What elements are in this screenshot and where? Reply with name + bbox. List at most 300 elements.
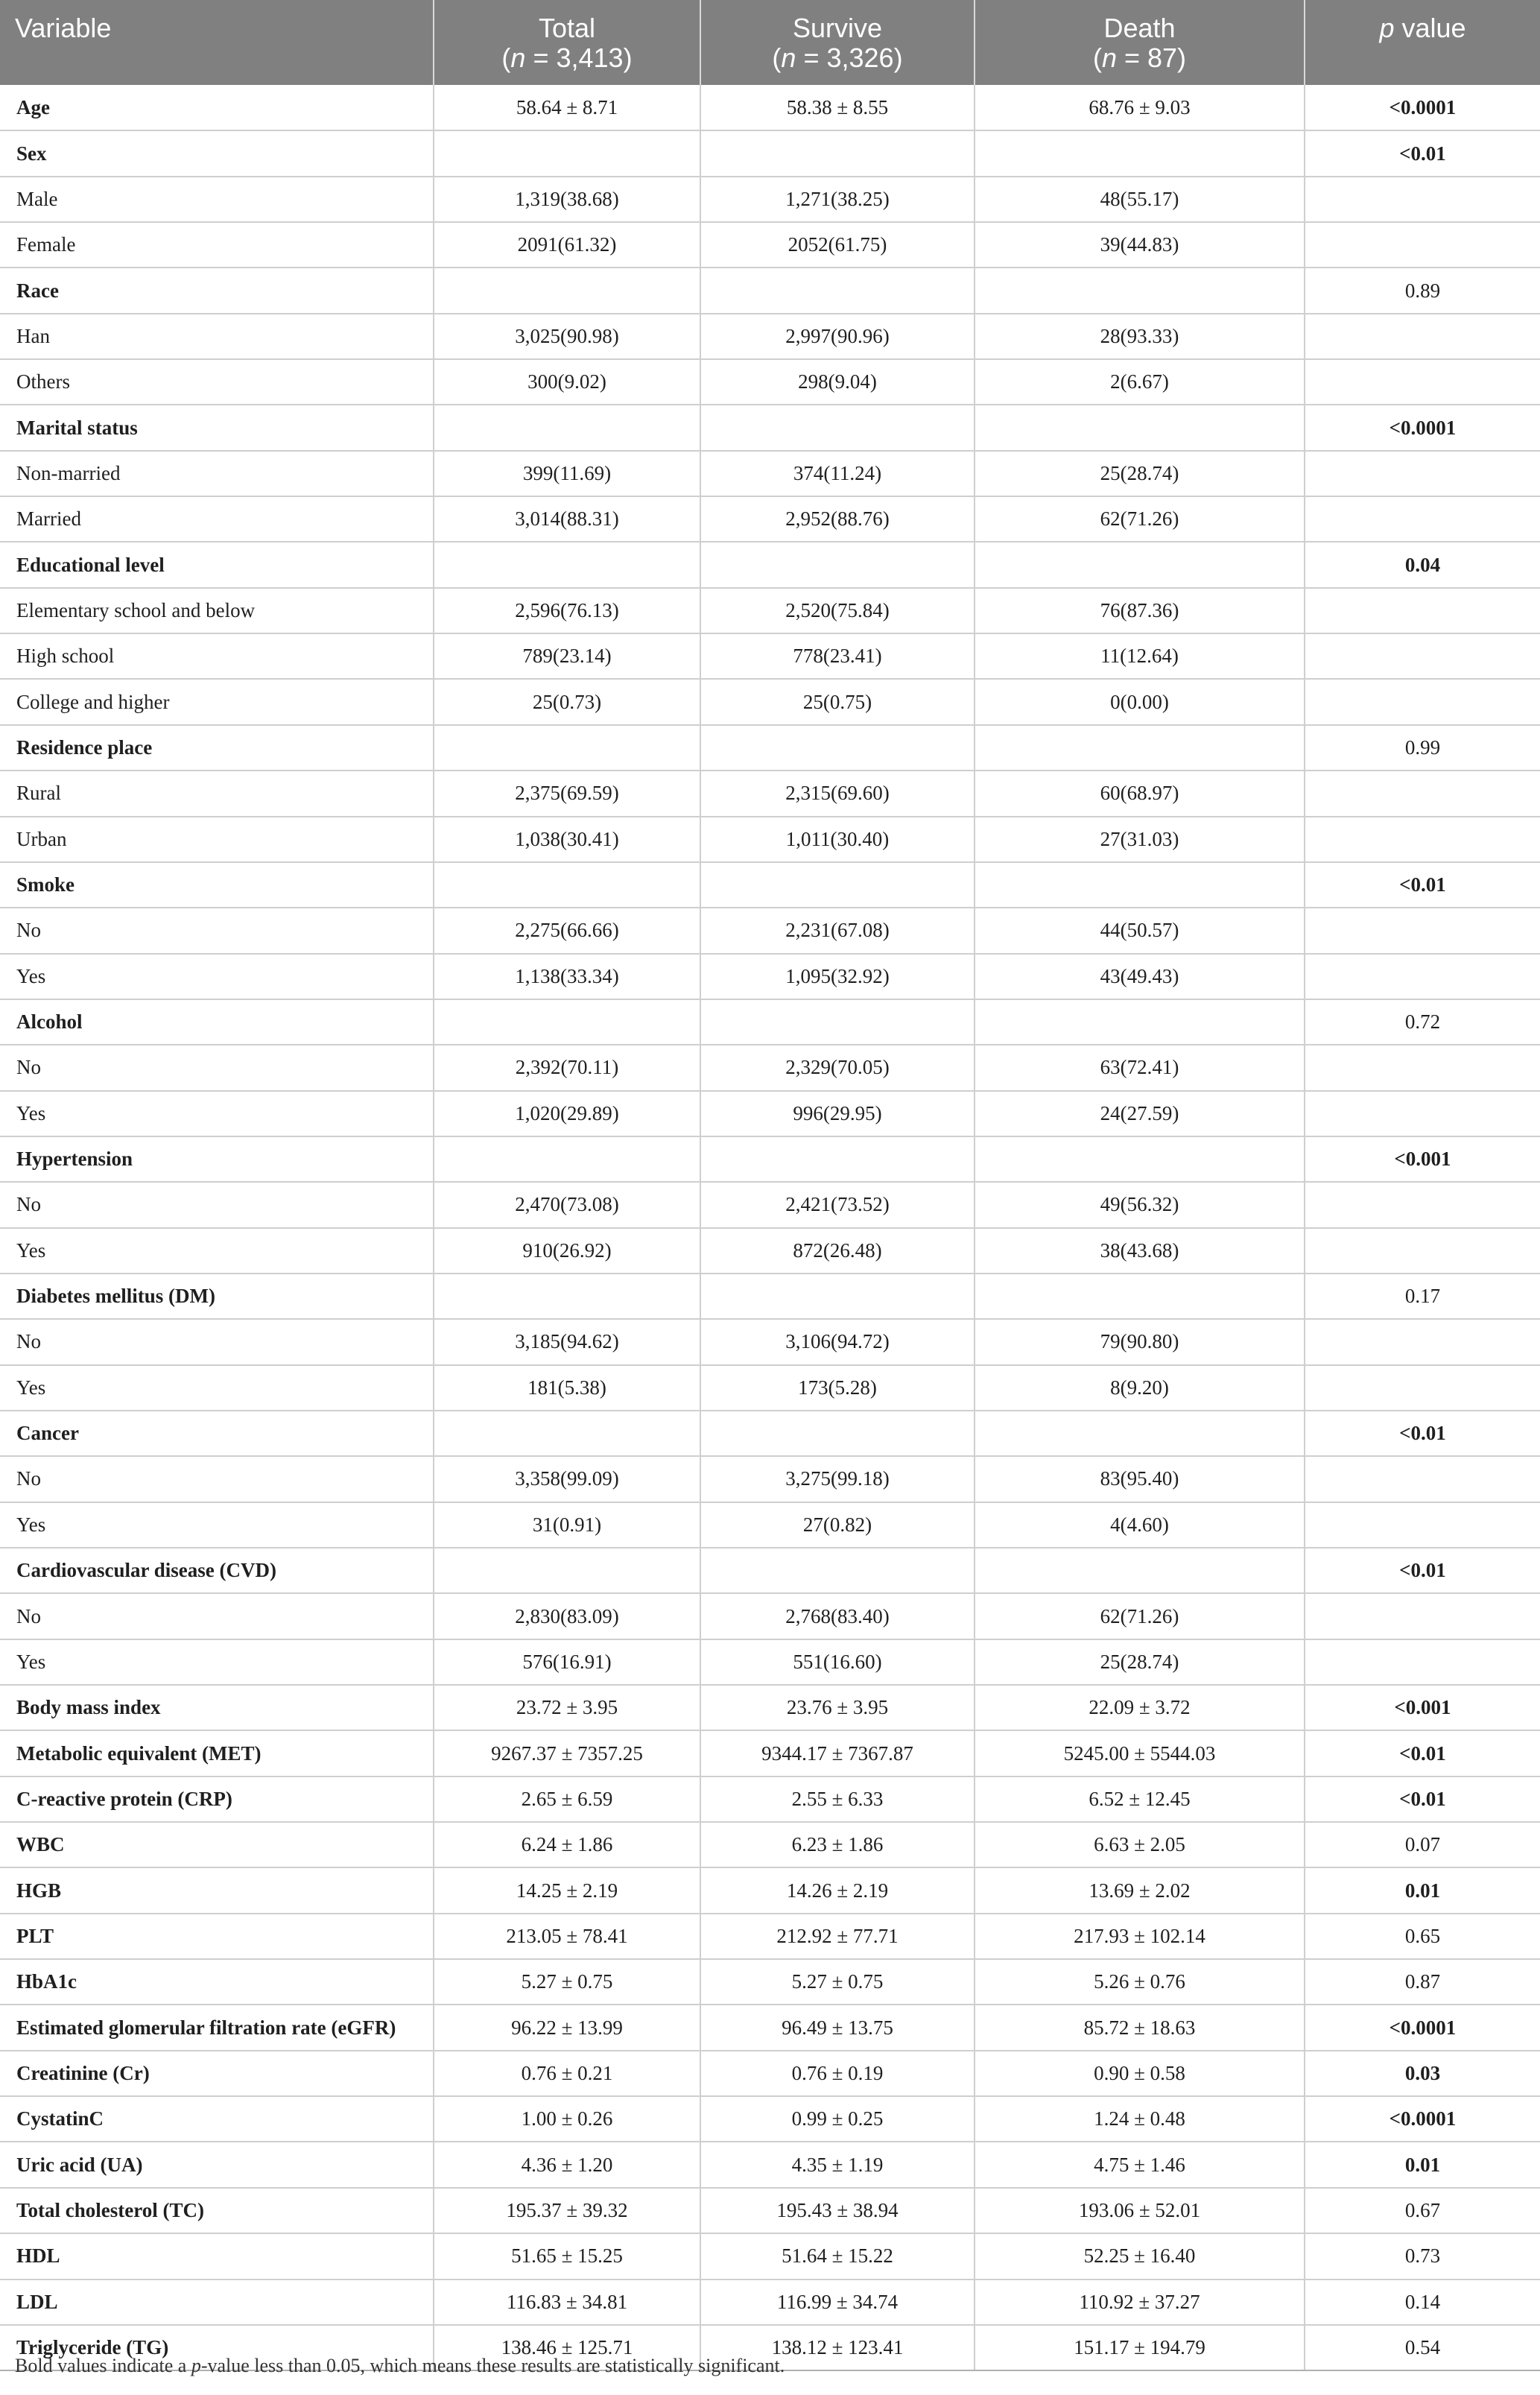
table-row <box>0 725 1540 771</box>
cell-survive <box>700 130 975 176</box>
cell-death: 4(4.60) <box>975 1502 1305 1548</box>
cell-death: 2(6.67) <box>975 359 1305 405</box>
cell-death: 49(56.32) <box>975 1182 1305 1227</box>
table-row <box>0 2142 1540 2187</box>
cell-death: 43(49.43) <box>975 954 1305 999</box>
cell-total <box>434 1548 700 1593</box>
cell-p-value: 0.99 <box>1305 725 1540 771</box>
table-row <box>0 588 1540 633</box>
cell-death: 22.09 ± 3.72 <box>975 1685 1305 1730</box>
cell-variable: Female <box>0 222 434 268</box>
header-survive-n-prefix: n <box>781 42 796 73</box>
table-row <box>0 496 1540 542</box>
header-death-n-prefix: n <box>1101 42 1117 73</box>
cell-variable: No <box>0 1456 434 1502</box>
cell-survive: 2,952(88.76) <box>700 496 975 542</box>
footnote-before: Bold values indicate a <box>15 2355 191 2376</box>
cell-death: 8(9.20) <box>975 1365 1305 1411</box>
cell-death: 193.06 ± 52.01 <box>975 2188 1305 2233</box>
cell-p-value: 0.14 <box>1305 2279 1540 2325</box>
table-row <box>0 1730 1540 1776</box>
cell-variable: HGB <box>0 1867 434 1913</box>
footnote-p: p <box>191 2355 201 2376</box>
cell-variable: Body mass index <box>0 1685 434 1730</box>
cell-variable: Married <box>0 496 434 542</box>
header-row <box>0 0 1540 85</box>
cell-p-value: <0.01 <box>1305 1548 1540 1593</box>
cell-p-value <box>1305 954 1540 999</box>
cell-total: 1,138(33.34) <box>434 954 700 999</box>
cell-variable: Rural <box>0 771 434 816</box>
header-survive-n: (n = 3,326) <box>772 42 903 73</box>
cell-survive: 212.92 ± 77.71 <box>700 1914 975 1959</box>
header-variable <box>0 0 434 85</box>
cell-p-value <box>1305 1045 1540 1090</box>
cell-death: 217.93 ± 102.14 <box>975 1914 1305 1959</box>
table-row <box>0 1822 1540 1867</box>
cell-total: 1,319(38.68) <box>434 177 700 222</box>
header-death <box>975 0 1305 85</box>
cell-variable: C-reactive protein (CRP) <box>0 1777 434 1822</box>
cell-variable: High school <box>0 633 434 679</box>
cell-survive: 51.64 ± 15.22 <box>700 2233 975 2279</box>
cell-p-value <box>1305 679 1540 724</box>
cell-total: 576(16.91) <box>434 1639 700 1685</box>
cell-survive: 2,329(70.05) <box>700 1045 975 1090</box>
cell-p-value <box>1305 1319 1540 1364</box>
cell-death <box>975 542 1305 587</box>
cell-death: 1.24 ± 0.48 <box>975 2096 1305 2142</box>
cell-survive: 27(0.82) <box>700 1502 975 1548</box>
cell-variable: Others <box>0 359 434 405</box>
cell-p-value <box>1305 451 1540 496</box>
cell-total <box>434 542 700 587</box>
cell-total: 789(23.14) <box>434 633 700 679</box>
cell-total: 195.37 ± 39.32 <box>434 2188 700 2233</box>
cell-p-value: <0.01 <box>1305 1411 1540 1456</box>
cell-total: 3,014(88.31) <box>434 496 700 542</box>
cell-p-value: <0.0001 <box>1305 2005 1540 2050</box>
cell-variable: WBC <box>0 1822 434 1867</box>
cell-p-value: <0.01 <box>1305 862 1540 908</box>
table-row <box>0 85 1540 130</box>
header-pvalue-p: p <box>1379 13 1395 43</box>
cell-total: 138.46 ± 125.71 <box>434 2325 700 2370</box>
cell-variable: Educational level <box>0 542 434 587</box>
cell-survive: 374(11.24) <box>700 451 975 496</box>
cell-survive: 2,520(75.84) <box>700 588 975 633</box>
cell-total: 2.65 ± 6.59 <box>434 1777 700 1822</box>
table-row <box>0 679 1540 724</box>
table-row <box>0 1502 1540 1548</box>
cell-p-value: 0.04 <box>1305 542 1540 587</box>
cell-survive: 6.23 ± 1.86 <box>700 1822 975 1867</box>
table-row <box>0 2005 1540 2050</box>
cell-p-value <box>1305 1639 1540 1685</box>
header-variable-label: Variable <box>15 13 112 43</box>
cell-death: 25(28.74) <box>975 451 1305 496</box>
cell-death: 79(90.80) <box>975 1319 1305 1364</box>
cell-survive: 298(9.04) <box>700 359 975 405</box>
cell-survive: 778(23.41) <box>700 633 975 679</box>
header-pvalue-rest: value <box>1394 13 1466 43</box>
cell-death: 83(95.40) <box>975 1456 1305 1502</box>
table-row <box>0 771 1540 816</box>
cell-survive: 1,011(30.40) <box>700 817 975 862</box>
cell-variable: Marital status <box>0 405 434 450</box>
table-row <box>0 1319 1540 1364</box>
cell-survive <box>700 1548 975 1593</box>
cell-death: 48(55.17) <box>975 177 1305 222</box>
table-row <box>0 954 1540 999</box>
cell-total: 116.83 ± 34.81 <box>434 2279 700 2325</box>
cell-p-value <box>1305 1091 1540 1136</box>
cell-total <box>434 999 700 1045</box>
header-survive-n-text: = 3,326 <box>796 42 894 73</box>
cell-p-value <box>1305 817 1540 862</box>
cell-survive: 9344.17 ± 7367.87 <box>700 1730 975 1776</box>
cell-death <box>975 130 1305 176</box>
table-row <box>0 1182 1540 1227</box>
table-row <box>0 908 1540 953</box>
cell-death <box>975 405 1305 450</box>
cell-total <box>434 1411 700 1456</box>
cell-survive: 872(26.48) <box>700 1228 975 1274</box>
table-row <box>0 1959 1540 2005</box>
header-total-n-prefix: n <box>510 42 526 73</box>
cell-variable: PLT <box>0 1914 434 1959</box>
cell-total: 4.36 ± 1.20 <box>434 2142 700 2187</box>
cell-p-value: 0.07 <box>1305 1822 1540 1867</box>
cell-death: 25(28.74) <box>975 1639 1305 1685</box>
table-footnote <box>15 2355 785 2377</box>
cell-death: 6.63 ± 2.05 <box>975 1822 1305 1867</box>
cell-total: 910(26.92) <box>434 1228 700 1274</box>
cell-variable: Total cholesterol (TC) <box>0 2188 434 2233</box>
cell-total <box>434 1136 700 1182</box>
cell-death: 110.92 ± 37.27 <box>975 2279 1305 2325</box>
cell-survive: 1,271(38.25) <box>700 177 975 222</box>
cell-variable: Male <box>0 177 434 222</box>
cell-variable: Triglyceride (TG) <box>0 2325 434 2370</box>
cell-total: 58.64 ± 8.71 <box>434 85 700 130</box>
cell-death: 5.26 ± 0.76 <box>975 1959 1305 2005</box>
cell-death: 27(31.03) <box>975 817 1305 862</box>
cell-total <box>434 405 700 450</box>
cell-survive <box>700 862 975 908</box>
cell-variable: No <box>0 1045 434 1090</box>
cell-p-value: <0.01 <box>1305 1777 1540 1822</box>
table-row <box>0 2188 1540 2233</box>
table-body <box>0 85 1540 2370</box>
table-row <box>0 1548 1540 1593</box>
cell-total: 6.24 ± 1.86 <box>434 1822 700 1867</box>
cell-p-value: <0.0001 <box>1305 2096 1540 2142</box>
cell-survive: 116.99 ± 34.74 <box>700 2279 975 2325</box>
cell-survive: 0.99 ± 0.25 <box>700 2096 975 2142</box>
cell-variable: College and higher <box>0 679 434 724</box>
table-row <box>0 1365 1540 1411</box>
cell-death: 63(72.41) <box>975 1045 1305 1090</box>
table-row <box>0 130 1540 176</box>
table-row <box>0 1228 1540 1274</box>
cell-total: 2,830(83.09) <box>434 1593 700 1639</box>
cell-death: 39(44.83) <box>975 222 1305 268</box>
table-row <box>0 177 1540 222</box>
cell-total: 1,038(30.41) <box>434 817 700 862</box>
cell-variable: Smoke <box>0 862 434 908</box>
cell-survive: 2052(61.75) <box>700 222 975 268</box>
cell-total: 2,375(69.59) <box>434 771 700 816</box>
cell-total: 2,275(66.66) <box>434 908 700 953</box>
cell-variable: Cancer <box>0 1411 434 1456</box>
cell-death: 0(0.00) <box>975 679 1305 724</box>
cell-p-value: <0.001 <box>1305 1136 1540 1182</box>
cell-survive <box>700 405 975 450</box>
cell-variable: Race <box>0 268 434 313</box>
cell-death: 44(50.57) <box>975 908 1305 953</box>
cell-p-value: 0.89 <box>1305 268 1540 313</box>
cell-death: 6.52 ± 12.45 <box>975 1777 1305 1822</box>
cell-survive <box>700 542 975 587</box>
cell-total: 2,596(76.13) <box>434 588 700 633</box>
cell-total: 5.27 ± 0.75 <box>434 1959 700 2005</box>
table-row <box>0 2051 1540 2096</box>
cell-total: 1.00 ± 0.26 <box>434 2096 700 2142</box>
cell-variable: Diabetes mellitus (DM) <box>0 1274 434 1319</box>
cell-death: 76(87.36) <box>975 588 1305 633</box>
cell-p-value: 0.73 <box>1305 2233 1540 2279</box>
cell-total: 2091(61.32) <box>434 222 700 268</box>
cell-variable: CystatinC <box>0 2096 434 2142</box>
cell-death: 38(43.68) <box>975 1228 1305 1274</box>
cell-p-value <box>1305 177 1540 222</box>
cell-death: 13.69 ± 2.02 <box>975 1867 1305 1913</box>
table-row <box>0 542 1540 587</box>
cell-total: 3,185(94.62) <box>434 1319 700 1364</box>
cell-variable: Creatinine (Cr) <box>0 2051 434 2096</box>
table-row <box>0 1914 1540 1959</box>
cell-variable: Urban <box>0 817 434 862</box>
cell-survive <box>700 999 975 1045</box>
cell-survive: 996(29.95) <box>700 1091 975 1136</box>
cell-p-value <box>1305 359 1540 405</box>
header-survive <box>700 0 975 85</box>
cell-p-value <box>1305 1456 1540 1502</box>
cell-total <box>434 862 700 908</box>
cell-death <box>975 1274 1305 1319</box>
cell-variable: Estimated glomerular filtration rate (eGFR) <box>0 2005 434 2050</box>
table-row <box>0 1274 1540 1319</box>
table-row <box>0 1091 1540 1136</box>
cell-total: 31(0.91) <box>434 1502 700 1548</box>
table-row <box>0 2233 1540 2279</box>
cell-variable: Uric acid (UA) <box>0 2142 434 2187</box>
cell-total <box>434 1274 700 1319</box>
table-row <box>0 862 1540 908</box>
cell-survive: 25(0.75) <box>700 679 975 724</box>
cell-variable: Age <box>0 85 434 130</box>
cell-p-value: 0.17 <box>1305 1274 1540 1319</box>
cell-total: 14.25 ± 2.19 <box>434 1867 700 1913</box>
cell-survive: 2,315(69.60) <box>700 771 975 816</box>
header-pvalue <box>1305 0 1540 85</box>
table-row <box>0 1685 1540 1730</box>
cell-total: 3,358(99.09) <box>434 1456 700 1502</box>
table-row <box>0 1867 1540 1913</box>
cell-death: 62(71.26) <box>975 496 1305 542</box>
header-total <box>434 0 700 85</box>
table-row <box>0 314 1540 359</box>
cell-death <box>975 862 1305 908</box>
cell-survive: 14.26 ± 2.19 <box>700 1867 975 1913</box>
cell-survive: 138.12 ± 123.41 <box>700 2325 975 2370</box>
cell-p-value: 0.03 <box>1305 2051 1540 2096</box>
cell-variable: Yes <box>0 1091 434 1136</box>
cell-death <box>975 999 1305 1045</box>
cell-total: 213.05 ± 78.41 <box>434 1914 700 1959</box>
header-total-label: Total <box>538 13 596 43</box>
cell-survive: 2,231(67.08) <box>700 908 975 953</box>
cell-variable: Elementary school and below <box>0 588 434 633</box>
cell-total <box>434 130 700 176</box>
table-row <box>0 633 1540 679</box>
cell-survive <box>700 268 975 313</box>
cell-survive: 3,106(94.72) <box>700 1319 975 1364</box>
cell-variable: Yes <box>0 1365 434 1411</box>
cell-total: 25(0.73) <box>434 679 700 724</box>
table-row <box>0 405 1540 450</box>
cell-death: 62(71.26) <box>975 1593 1305 1639</box>
cell-total: 0.76 ± 0.21 <box>434 2051 700 2096</box>
table-row <box>0 817 1540 862</box>
cell-death: 28(93.33) <box>975 314 1305 359</box>
cell-p-value: 0.01 <box>1305 1867 1540 1913</box>
table-row <box>0 1593 1540 1639</box>
cell-p-value: <0.01 <box>1305 1730 1540 1776</box>
header-survive-label: Survive <box>792 13 883 43</box>
cell-p-value <box>1305 222 1540 268</box>
cell-death: 60(68.97) <box>975 771 1305 816</box>
cell-variable: No <box>0 1319 434 1364</box>
cell-total: 96.22 ± 13.99 <box>434 2005 700 2050</box>
cell-p-value: 0.67 <box>1305 2188 1540 2233</box>
cell-total: 2,470(73.08) <box>434 1182 700 1227</box>
cell-p-value: <0.001 <box>1305 1685 1540 1730</box>
cell-survive: 5.27 ± 0.75 <box>700 1959 975 2005</box>
cell-death: 5245.00 ± 5544.03 <box>975 1730 1305 1776</box>
cell-p-value <box>1305 1228 1540 1274</box>
cell-survive: 4.35 ± 1.19 <box>700 2142 975 2187</box>
cell-survive: 58.38 ± 8.55 <box>700 85 975 130</box>
table-row <box>0 268 1540 313</box>
cell-survive: 1,095(32.92) <box>700 954 975 999</box>
cell-p-value <box>1305 771 1540 816</box>
table-row <box>0 222 1540 268</box>
table-row <box>0 2096 1540 2142</box>
cell-death <box>975 725 1305 771</box>
table-row <box>0 999 1540 1045</box>
cell-total: 9267.37 ± 7357.25 <box>434 1730 700 1776</box>
cell-total: 399(11.69) <box>434 451 700 496</box>
table-header <box>0 0 1540 85</box>
cell-variable: Yes <box>0 954 434 999</box>
cell-death <box>975 1411 1305 1456</box>
cell-survive <box>700 1136 975 1182</box>
cell-survive: 23.76 ± 3.95 <box>700 1685 975 1730</box>
header-death-label: Death <box>1103 13 1176 43</box>
table-row <box>0 359 1540 405</box>
cell-p-value <box>1305 1502 1540 1548</box>
cell-survive: 2,421(73.52) <box>700 1182 975 1227</box>
cell-p-value <box>1305 908 1540 953</box>
cell-p-value: 0.87 <box>1305 1959 1540 2005</box>
cell-survive <box>700 1411 975 1456</box>
header-death-n: (n = 87) <box>1092 42 1187 73</box>
cell-survive: 2,768(83.40) <box>700 1593 975 1639</box>
cell-death <box>975 268 1305 313</box>
cell-p-value: 0.65 <box>1305 1914 1540 1959</box>
cell-variable: Non-married <box>0 451 434 496</box>
cell-variable: Residence place <box>0 725 434 771</box>
cell-p-value <box>1305 1182 1540 1227</box>
cell-death <box>975 1548 1305 1593</box>
cell-death: 24(27.59) <box>975 1091 1305 1136</box>
cell-variable: No <box>0 1182 434 1227</box>
cell-variable: Cardiovascular disease (CVD) <box>0 1548 434 1593</box>
table-row <box>0 1456 1540 1502</box>
cell-variable: Hypertension <box>0 1136 434 1182</box>
table-row <box>0 1411 1540 1456</box>
cell-variable: Han <box>0 314 434 359</box>
cell-p-value: 0.54 <box>1305 2325 1540 2370</box>
cell-total: 2,392(70.11) <box>434 1045 700 1090</box>
cell-p-value: 0.01 <box>1305 2142 1540 2187</box>
cell-p-value: <0.01 <box>1305 130 1540 176</box>
cell-p-value <box>1305 496 1540 542</box>
cell-survive: 0.76 ± 0.19 <box>700 2051 975 2096</box>
cell-variable: LDL <box>0 2279 434 2325</box>
table-row <box>0 2279 1540 2325</box>
cell-variable: Metabolic equivalent (MET) <box>0 1730 434 1776</box>
cell-survive: 96.49 ± 13.75 <box>700 2005 975 2050</box>
cell-survive: 551(16.60) <box>700 1639 975 1685</box>
cell-p-value: <0.0001 <box>1305 405 1540 450</box>
cell-death: 0.90 ± 0.58 <box>975 2051 1305 2096</box>
header-death-n-text: = 87 <box>1116 42 1178 73</box>
cell-total: 51.65 ± 15.25 <box>434 2233 700 2279</box>
header-total-n: (n = 3,413) <box>501 42 633 73</box>
table-row <box>0 1045 1540 1090</box>
cell-total <box>434 268 700 313</box>
cell-variable: Yes <box>0 1502 434 1548</box>
cell-p-value <box>1305 1365 1540 1411</box>
cell-variable: No <box>0 1593 434 1639</box>
header-total-n-text: = 3,413 <box>525 42 624 73</box>
cell-p-value: 0.72 <box>1305 999 1540 1045</box>
cell-survive: 3,275(99.18) <box>700 1456 975 1502</box>
cell-p-value <box>1305 314 1540 359</box>
table-row <box>0 1639 1540 1685</box>
cell-variable: HDL <box>0 2233 434 2279</box>
cell-variable: Alcohol <box>0 999 434 1045</box>
table-row <box>0 1136 1540 1182</box>
cell-variable: HbA1c <box>0 1959 434 2005</box>
cell-death: 11(12.64) <box>975 633 1305 679</box>
cell-p-value <box>1305 1593 1540 1639</box>
cell-death: 52.25 ± 16.40 <box>975 2233 1305 2279</box>
cell-p-value: <0.0001 <box>1305 85 1540 130</box>
